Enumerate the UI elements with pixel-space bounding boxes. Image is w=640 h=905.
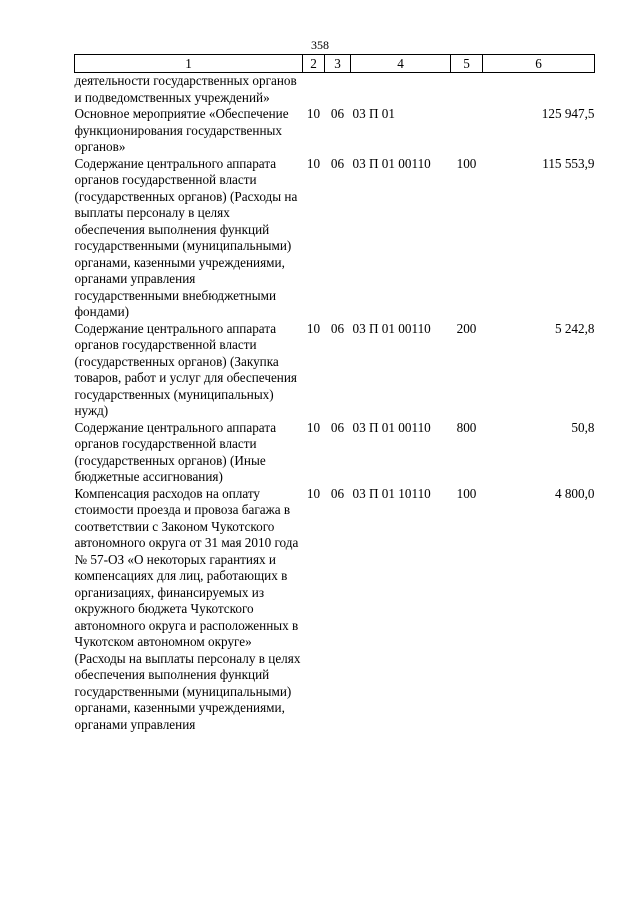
- row-amount: 125 947,5: [541, 106, 595, 121]
- row-name: Содержание центрального аппарата органов государственной власти (государственных органов) (Расходы на выплаты персоналу в целях обеспечения выполнения функций государственными (муниципальными) органами, казенными учреждениями, органами управления государственными внебюджетными фондами): [74, 155, 298, 319]
- row-section: 10: [306, 106, 321, 121]
- table-row: [75, 420, 595, 486]
- header-col-5: 5: [451, 55, 483, 73]
- row-name: Компенсация расходов на оплату стоимости проезда и провоза багажа в соответствии с Законом Чукотского автономного округа от 31 мая 2010 года № 57-ОЗ «О некоторых гарантиях и компенсациях для лиц, работающих в организациях, финансируемых из окружного бюджета Чукотского автономного округа и расположенных в Чукотском автономном округе» (Расходы на выплаты персоналу в целях обеспечения выполнения функций государственными (муниципальными) органами, казенными учреждениями, органами управления: [74, 485, 301, 732]
- table-row: [75, 106, 595, 156]
- row-target-code: [351, 73, 451, 107]
- row-section: 10: [306, 419, 321, 435]
- row-amount: [483, 73, 595, 107]
- row-amount: 115 553,9: [542, 155, 595, 171]
- header-col-2: 2: [303, 55, 325, 73]
- row-expense-type: 100: [456, 155, 477, 171]
- row-expense-type: 100: [456, 485, 477, 501]
- row-amount: 5 242,8: [554, 320, 595, 336]
- row-subsection: 06: [330, 485, 345, 501]
- row-subsection: 06: [330, 155, 345, 171]
- row-target-code: 03 П 01 00110: [352, 320, 431, 336]
- table-row: [75, 73, 595, 107]
- row-name: Содержание центрального аппарата органов государственной власти (государственных органов) (Иные бюджетные ассигнования): [74, 419, 277, 484]
- header-col-1: 1: [75, 55, 303, 73]
- row-target-code: 03 П 01 00110: [352, 155, 431, 171]
- table-row: [75, 156, 595, 321]
- header-col-4: 4: [351, 55, 451, 73]
- row-expense-type: 800: [456, 419, 477, 435]
- row-amount: 50,8: [571, 419, 595, 435]
- row-subsection: 06: [330, 106, 345, 121]
- row-section: [303, 73, 325, 107]
- row-name: Содержание центрального аппарата органов государственной власти (государственных органов) (Закупка товаров, работ и услуг для обеспечения государственных (муниципальных) нужд): [74, 320, 297, 418]
- row-expense-type: [451, 73, 483, 107]
- header-col-3: 3: [325, 55, 351, 73]
- row-subsection: [325, 73, 351, 107]
- budget-table: [74, 54, 595, 733]
- row-section: 10: [306, 320, 321, 336]
- header-row: [75, 55, 595, 73]
- table-row: [75, 321, 595, 420]
- table-row: [75, 486, 595, 734]
- row-target-code: 03 П 01: [352, 106, 395, 121]
- row-amount: 4 800,0: [554, 485, 595, 501]
- row-subsection: 06: [330, 419, 345, 435]
- row-name: Основное мероприятие «Обеспечение функционирования государственных органов»: [74, 106, 289, 154]
- row-section: 10: [306, 155, 321, 171]
- row-subsection: 06: [330, 320, 345, 336]
- page-number: 358: [311, 38, 329, 52]
- row-name: деятельности государственных органов и подведомственных учреждений»: [74, 73, 297, 105]
- row-expense-type: [451, 106, 483, 156]
- row-section: 10: [306, 485, 321, 501]
- row-target-code: 03 П 01 00110: [352, 419, 431, 435]
- row-expense-type: 200: [456, 320, 477, 336]
- header-col-6: 6: [483, 55, 595, 73]
- row-target-code: 03 П 01 10110: [352, 485, 431, 501]
